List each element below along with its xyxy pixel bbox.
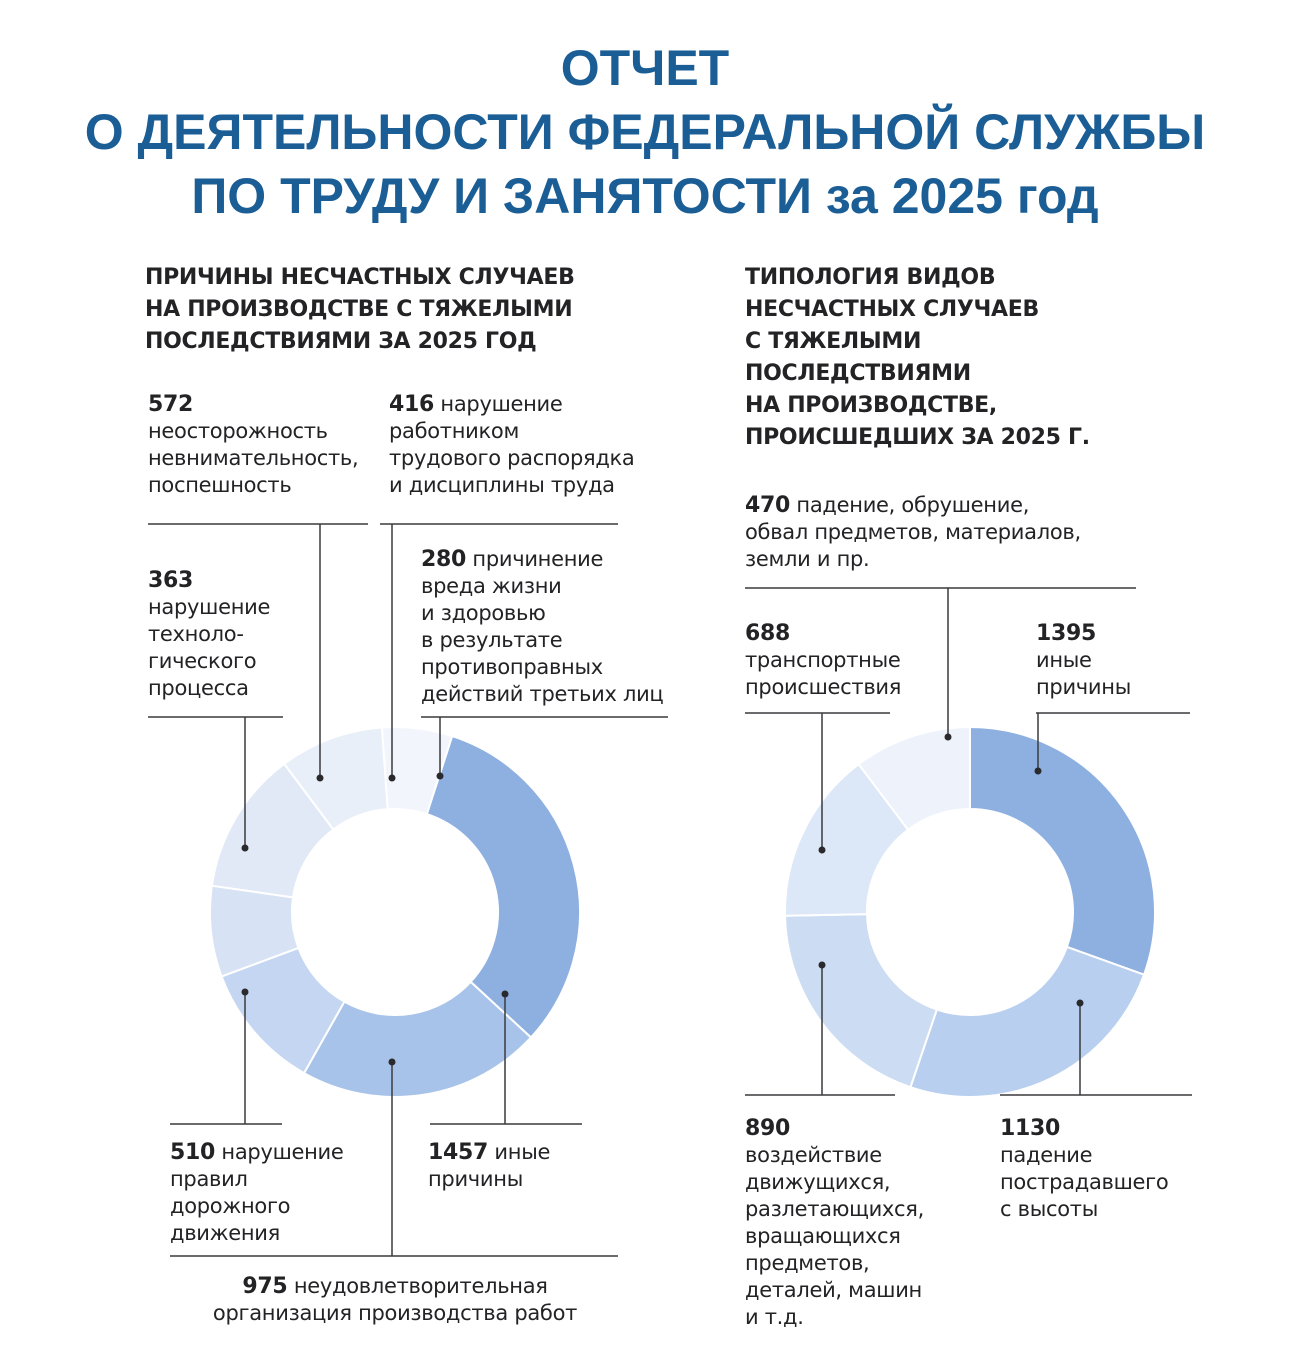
data-label-text: падение, обрушение,	[796, 493, 1030, 517]
leader-1395-dot	[1035, 768, 1042, 775]
data-label-text: в результате	[421, 628, 563, 652]
data-label-text: поспешность	[148, 473, 292, 497]
data-label-text: земли и пр.	[745, 547, 870, 571]
chart1-title-line: НА ПРОИЗВОДСТВЕ С ТЯЖЕЛЫМИ	[145, 297, 573, 322]
data-label-text: работником	[389, 419, 519, 443]
chart2-title-line: ПОСЛЕДСТВИЯМИ	[745, 361, 971, 386]
data-label-text: причины	[428, 1167, 523, 1191]
report-title-line-1: ОТЧЕТ	[560, 40, 730, 96]
data-label-value: 1395	[1036, 621, 1097, 646]
data-label-text: техноло-	[148, 622, 244, 646]
data-label-text: трудового распорядка	[389, 446, 635, 470]
data-label-value: 470	[745, 493, 791, 518]
data-label-text: иные	[494, 1140, 551, 1164]
data-label-text: с высоты	[1000, 1197, 1098, 1221]
data-label-text: действий третьих лиц	[421, 682, 664, 706]
data-label-value: 572	[148, 392, 194, 417]
data-label-value: 1130	[1000, 1116, 1061, 1141]
leader-510-dot	[242, 989, 249, 996]
leader-416-dot	[389, 775, 396, 782]
data-label-text: неосторожность	[148, 419, 328, 443]
data-label-value: 975	[242, 1274, 288, 1299]
leader-572-dot	[317, 775, 324, 782]
data-label-text: процесса	[148, 676, 249, 700]
data-label-value: 1457	[428, 1140, 489, 1165]
data-label-text: нарушение	[440, 392, 563, 416]
chart2-title-line: ТИПОЛОГИЯ ВИДОВ	[745, 265, 996, 290]
donut-chart-causes	[210, 727, 580, 1097]
data-label-value: 890	[745, 1116, 791, 1141]
leader-363-dot	[242, 845, 249, 852]
data-label-text: неудовлетворительная	[293, 1274, 548, 1298]
data-label-text: деталей, машин	[745, 1278, 922, 1302]
data-label-text: и т.д.	[745, 1305, 804, 1329]
data-label-text: гического	[148, 649, 257, 673]
data-label-text: движения	[170, 1221, 280, 1245]
data-label-text: невнимательность,	[148, 446, 359, 470]
data-label-text: падение	[1000, 1143, 1093, 1167]
donut-slice-890	[785, 914, 937, 1087]
chart2-title-line: С ТЯЖЕЛЫМИ	[745, 329, 922, 354]
leader-975-dot	[389, 1059, 396, 1066]
donut-slice-1130	[910, 947, 1144, 1097]
chart1-title-line: ПОСЛЕДСТВИЯМИ ЗА 2025 ГОД	[145, 329, 537, 354]
data-label-text: организация производства работ	[212, 1301, 578, 1325]
data-label-text: транспортные	[745, 648, 901, 672]
data-label-value: 280	[421, 547, 467, 572]
chart1-title-line: ПРИЧИНЫ НЕСЧАСТНЫХ СЛУЧАЕВ	[145, 265, 575, 290]
data-label-value: 510	[170, 1140, 216, 1165]
chart2-title-line: НЕСЧАСТНЫХ СЛУЧАЕВ	[745, 297, 1039, 322]
leader-lines	[148, 524, 1192, 1256]
leader-280-dot	[437, 773, 444, 780]
data-label-text: предметов,	[745, 1251, 870, 1275]
report-title-line-2: О ДЕЯТЕЛЬНОСТИ ФЕДЕРАЛЬНОЙ СЛУЖБЫ	[84, 104, 1206, 160]
leader-1457-dot	[502, 991, 509, 998]
data-label-text: дорожного	[170, 1194, 291, 1218]
data-label-text: и дисциплины труда	[389, 473, 615, 497]
data-label-text: пострадавшего	[1000, 1170, 1169, 1194]
data-label-text: правил	[170, 1167, 248, 1191]
leader-688-dot	[819, 847, 826, 854]
data-label-text: происшествия	[745, 675, 902, 699]
data-label-text: разлетающихся,	[745, 1197, 924, 1221]
data-label-text: нарушение	[221, 1140, 344, 1164]
data-label-text: причины	[1036, 675, 1131, 699]
data-label-value: 688	[745, 621, 791, 646]
leader-470-dot	[945, 734, 952, 741]
data-label-text: воздействие	[745, 1143, 882, 1167]
data-label-text: противоправных	[421, 655, 603, 679]
data-label-value: 363	[148, 568, 194, 593]
donut-slice-1395	[970, 727, 1155, 975]
data-label-text: и здоровью	[421, 601, 546, 625]
data-label-text: вращающихся	[745, 1224, 901, 1248]
leader-890-dot	[819, 962, 826, 969]
data-label-text: движущихся,	[745, 1170, 891, 1194]
donut-chart-types	[785, 727, 1155, 1097]
data-label-text: нарушение	[148, 595, 271, 619]
data-label-text: обвал предметов, материалов,	[745, 520, 1081, 544]
report-title-line-3: ПО ТРУДУ И ЗАНЯТОСТИ за 2025 год	[191, 168, 1099, 224]
chart2-title-line: ПРОИСШЕДШИХ ЗА 2025 Г.	[745, 425, 1090, 450]
data-label-text: иные	[1036, 648, 1092, 672]
leader-1130-dot	[1077, 1000, 1084, 1007]
data-label-value: 416	[389, 392, 435, 417]
data-label-text: вреда жизни	[421, 574, 562, 598]
chart2-title-line: НА ПРОИЗВОДСТВЕ,	[745, 393, 997, 418]
data-label-text: причинение	[472, 547, 604, 571]
